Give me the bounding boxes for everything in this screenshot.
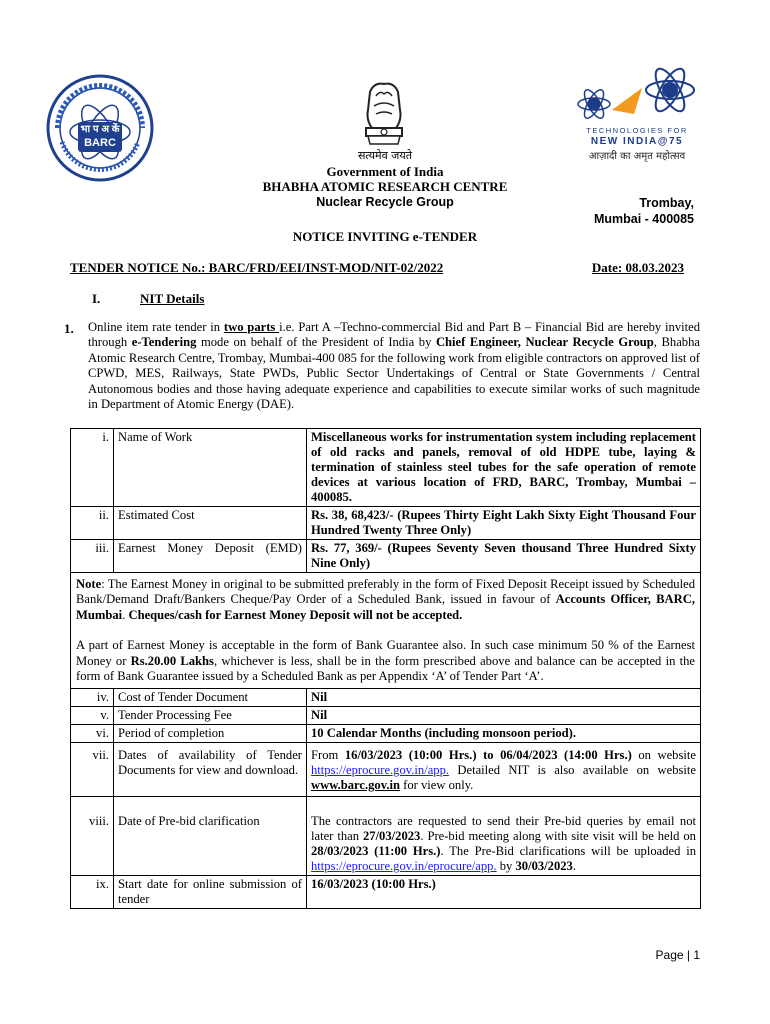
note-para1 xyxy=(76,577,695,623)
emblem-caption: सत्यमेव जयते xyxy=(357,149,412,162)
note-row xyxy=(71,573,701,689)
notice-title: NOTICE INVITING e-TENDER xyxy=(292,229,478,244)
tender-date: Date: 08.03.2023 xyxy=(591,260,684,275)
para1-number: 1. xyxy=(64,321,74,336)
eprocure-link-2[interactable]: https://eprocure.gov.in/eprocure/app. xyxy=(311,859,497,874)
row-value: Miscellaneous works for instrumentation system including replacement of old racks and panels, removal of old HDPE tube, laying & termination of stainless steel tubes for the safe operation of remote devices at various location of FRD, BARC, Trombay, Mumbai – 400085. xyxy=(307,429,701,507)
row-number: vii. xyxy=(71,743,114,797)
row-value: Rs. 77, 369/- (Rupees Seventy Seven thousand Three Hundred Sixty Nine Only) xyxy=(307,540,701,573)
gov-title: Government of India xyxy=(326,164,444,179)
row-number: ix. xyxy=(71,876,114,909)
row-value xyxy=(307,743,701,797)
viii-meeting-date: 28/03/2023 (11:00 Hrs.) xyxy=(311,844,441,859)
row-label: Date of Pre-bid clarification xyxy=(114,797,307,876)
row-label: Cost of Tender Document xyxy=(114,689,307,707)
row-value: Nil xyxy=(307,707,701,725)
vii-dates: 16/03/2023 (10:00 Hrs.) to 06/04/2023 (14:00 Hrs.) xyxy=(344,748,632,763)
group-title: Nuclear Recycle Group xyxy=(316,195,454,209)
row-value: 16/03/2023 (10:00 Hrs.) xyxy=(307,876,701,909)
note-para2 xyxy=(76,638,695,684)
row-number: viii. xyxy=(71,797,114,876)
viii-upload-date: 30/03/2023 xyxy=(515,859,573,874)
ni75-line3: आज़ादी का अमृत महोत्सव xyxy=(588,151,686,162)
row-label: Period of completion xyxy=(114,725,307,743)
table-row xyxy=(71,725,701,743)
table-row xyxy=(71,797,701,876)
para1-two-parts: two parts xyxy=(223,320,280,334)
viii-v3: . Pre-bid meeting along with site visit will be held on xyxy=(420,829,696,844)
table-row xyxy=(71,876,701,909)
new-india-75-logo xyxy=(572,64,702,164)
para1-t7: , Bhabha Atomic Research Centre, Trombay, Mumbai-400 085 for the following work from eligible contractors on approved list of CPWD, MES, Railways, State PWDs, Public Sector Undertakings of Central or State Governments / Central Autonomous bodies and those having adequate experience and capabilities to execute similar works of such magnitude in Department of Atomic Energy (DAE). xyxy=(88,335,700,412)
viii-v5: . The Pre-Bid clarifications will be uploaded in xyxy=(440,844,696,859)
table-row xyxy=(71,429,701,507)
note-p2c: , whichever is less, shall be in the form prescribed above and balance can be accepted in the form of Bank Guarantee issued by a Scheduled Bank as per Appendix ‘A’ of Tender Part ‘A’. xyxy=(76,653,695,684)
table-row xyxy=(71,689,701,707)
table-row xyxy=(71,507,701,540)
note-t1: : The Earnest Money in original to be submitted preferably in the form of Fixed Deposit Receipt issued by Scheduled Bank/Demand Draft/Bankers Cheque/Pay Order of a Scheduled Bank, issued in favour of xyxy=(76,577,695,607)
table-row xyxy=(71,743,701,797)
row-label: Tender Processing Fee xyxy=(114,707,307,725)
para1-etendering: e-Tendering xyxy=(131,335,197,350)
para1-text xyxy=(88,320,700,412)
vii-v1: From xyxy=(311,748,345,763)
atom-icon xyxy=(572,64,702,126)
viii-query-date: 27/03/2023 xyxy=(362,829,421,844)
ashoka-lion-icon xyxy=(346,80,422,150)
ni75-line2: NEW INDIA@75 xyxy=(590,136,684,147)
availability-label: Dates of availability of Tender Documents for view and download. xyxy=(118,748,302,778)
row-value xyxy=(307,797,701,876)
ni75-line1: TECHNOLOGIES FOR xyxy=(586,126,688,135)
row-number: vi. xyxy=(71,725,114,743)
vii-v4: Detailed NIT is also available on website xyxy=(449,763,696,778)
row-value: 10 Calendar Months (including monsoon period). xyxy=(307,725,701,743)
place-line2: Mumbai - 400085 xyxy=(593,212,694,226)
section-number: I. xyxy=(92,291,101,306)
row-number: ii. xyxy=(71,507,114,540)
barc-logo-text: BARC xyxy=(84,137,116,149)
row-label: Estimated Cost xyxy=(114,507,307,540)
para1-t3: i.e. Part A –Techno-commercial Bid and Part B – Financial Bid are hereby invited through xyxy=(88,320,701,350)
row-label xyxy=(114,743,307,797)
row-number: v. xyxy=(71,707,114,725)
note-cell xyxy=(71,573,701,689)
table-row xyxy=(71,707,701,725)
para1-t1: Online item rate tender in xyxy=(88,320,224,334)
note-rs-20-lakhs: Rs.20.00 Lakhs xyxy=(130,653,214,668)
viii-v1: The contractors are requested to send their Pre-bid queries by email not later than xyxy=(311,814,696,844)
row-number: iv. xyxy=(71,689,114,707)
tender-number: TENDER NOTICE No.: BARC/FRD/EEI/INST-MOD/NIT-02/2022 xyxy=(70,260,444,275)
barc-website-link[interactable]: www.barc.gov.in xyxy=(311,778,400,793)
row-label xyxy=(114,540,307,573)
start-date-label: Start date for online submission of tender xyxy=(118,877,302,907)
row-value: Rs. 38, 68,423/- (Rupees Thirty Eight Lakh Sixty Eight Thousand Four Hundred Twenty Three Only) xyxy=(307,507,701,540)
note-accounts-officer: Accounts Officer, BARC, Mumbai xyxy=(76,592,695,622)
page-number: Page | 1 xyxy=(655,948,700,962)
vii-v6: for view only. xyxy=(400,778,474,793)
row-label: Name of Work xyxy=(114,429,307,507)
note-p2a: A part of Earnest Money is acceptable in the form of Bank Guarantee also. In such case minimum 50 % of the Earnest Money or xyxy=(76,638,695,668)
emd-label: Earnest Money Deposit (EMD) xyxy=(118,541,302,555)
row-number: iii. xyxy=(71,540,114,573)
eprocure-link[interactable]: https://eprocure.gov.in/app. xyxy=(311,763,450,778)
para1-t5: mode on behalf of the President of India by xyxy=(196,335,436,350)
nit-table-a xyxy=(70,428,701,909)
para1-chief-engineer: Chief Engineer, Nuclear Recycle Group xyxy=(435,335,654,350)
note-t3: . xyxy=(122,607,129,622)
row-label xyxy=(114,876,307,909)
barc-logo-hindi: भा प अ कें xyxy=(80,124,120,135)
viii-v8: . xyxy=(572,859,577,874)
org-title: BHABHA ATOMIC RESEARCH CENTRE xyxy=(262,179,508,194)
note-label: Note xyxy=(76,577,102,591)
section-title: NIT Details xyxy=(140,291,205,306)
viii-v6: by xyxy=(496,859,516,874)
vii-v3: on website xyxy=(631,748,696,763)
place-line1: Trombay, xyxy=(639,196,694,210)
row-value: Nil xyxy=(307,689,701,707)
row-number: i. xyxy=(71,429,114,507)
note-cheques: Cheques/cash for Earnest Money Deposit will not be accepted. xyxy=(128,607,463,622)
table-row xyxy=(71,540,701,573)
national-emblem xyxy=(346,80,422,150)
